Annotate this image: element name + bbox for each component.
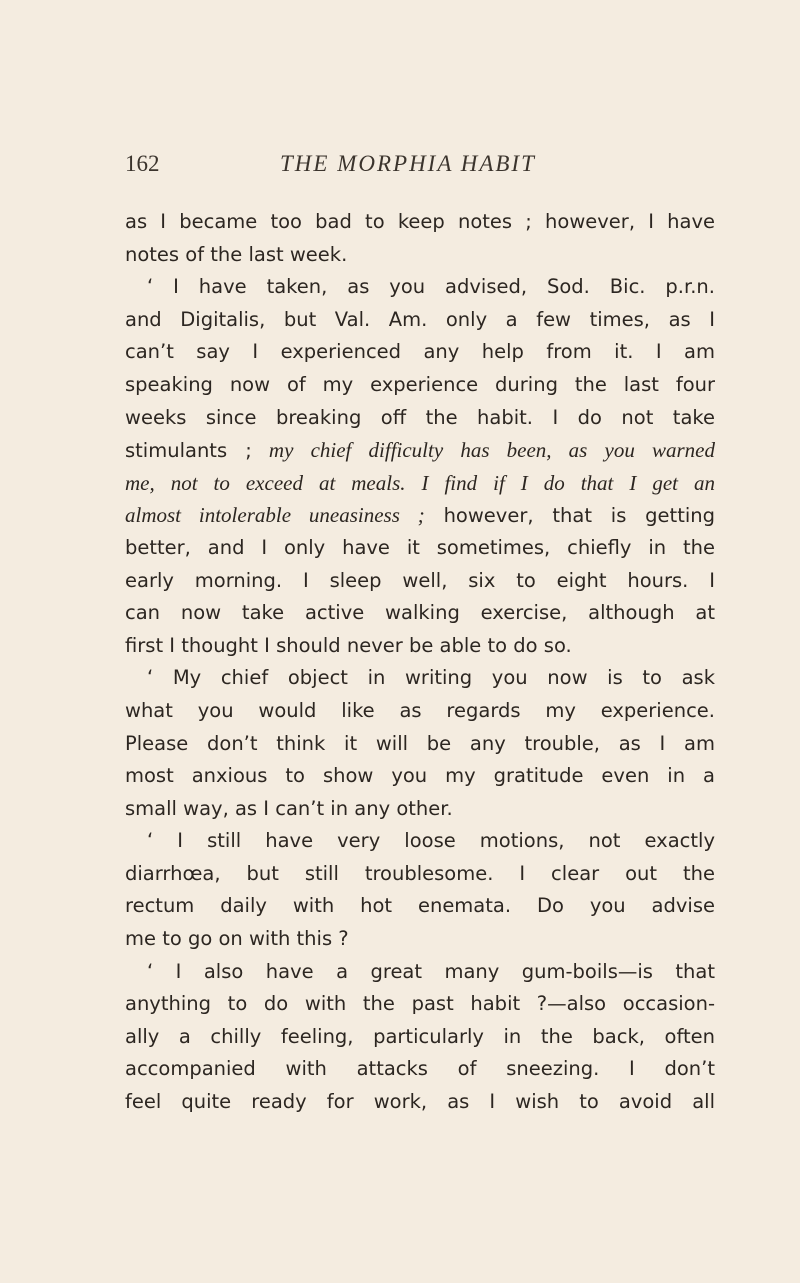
text-line [125,499,715,532]
text-line [125,402,715,435]
line-text: early morning. I sleep well, six to eight hours. I [125,568,715,592]
text-line [125,304,715,337]
text-line [125,271,715,304]
text-line [125,467,715,500]
line-text: weeks since breaking off the habit. I do not take [125,405,715,429]
text-line [125,1021,715,1054]
line-text: as I became too bad to keep notes ; however, I have [125,210,715,233]
line-text: feel quite ready for work, as I wish to avoid all [125,1090,715,1114]
text-line [125,890,715,923]
line-text: however, that is getting [424,504,715,528]
line-text: rectum daily with hot enemata. Do you advise [125,894,715,918]
line-text: me to go on with this ? [125,927,349,951]
text-line [125,760,715,793]
line-text: and Digitalis, but Val. Am. only a few times, as I [125,307,715,331]
line-text: first I thought I should never be able to do so. [125,633,572,657]
line-text: speaking now of my experience during the last four [125,372,715,396]
page-header [125,151,715,181]
line-text: accompanied with attacks of sneezing. I don’t [125,1057,715,1081]
line-text: Please don’t think it will be any trouble, as I am [125,731,715,755]
italic-text: almost intolerable uneasiness ; [125,503,425,528]
line-text: better, and I only have it sometimes, chiefly in the [125,535,715,559]
line-text: small way, as I can’t in any other. [125,796,453,820]
text-line [125,923,715,956]
text-line [125,793,715,826]
italic-text: me, not to exceed at meals. I find if I do that I get an [125,470,715,495]
line-text: notes of the last week. [125,242,348,266]
body-text [125,206,715,1119]
text-line [125,206,715,239]
line-text: diarrhœa, but still troublesome. I clear out the [125,861,715,885]
line-text: can’t say I experienced any help from it. I am [125,340,715,364]
text-line [125,956,715,989]
line-text: stimulants ; [125,439,252,463]
line-text: anything to do with the past habit ?—also occasion- [125,992,715,1016]
line-text: ally a chilly feeling, particularly in the back, often [125,1024,715,1048]
text-line [125,662,715,695]
text-line [125,988,715,1021]
line-text: ‘ My chief object in writing you now is to ask [147,666,715,690]
line-text: ‘ I have taken, as you advised, Sod. Bic. p.r.n. [147,275,715,299]
text-line [125,565,715,598]
text-line [125,858,715,891]
line-text: ‘ I still have very loose motions, not exactly [147,829,715,853]
text-line [125,1086,715,1119]
page-number: 162 [125,151,160,176]
text-line [125,630,715,663]
text-line [125,369,715,402]
text-line [125,695,715,728]
text-line [125,1053,715,1086]
line-text: can now take active walking exercise, although at [125,601,715,625]
line-text: most anxious to show you my gratitude even in a [125,764,715,788]
text-line [125,532,715,565]
line-text: what you would like as regards my experience. [125,698,715,722]
italic-text: my chief difficulty has been, as you warned [251,438,715,463]
text-line [125,825,715,858]
text-line [125,434,715,467]
text-line [125,239,715,272]
running-head: THE MORPHIA HABIT [280,151,536,176]
text-line [125,597,715,630]
text-line [125,336,715,369]
text-line [125,728,715,761]
line-text: ‘ I also have a great many gum-boils—is that [147,959,715,983]
